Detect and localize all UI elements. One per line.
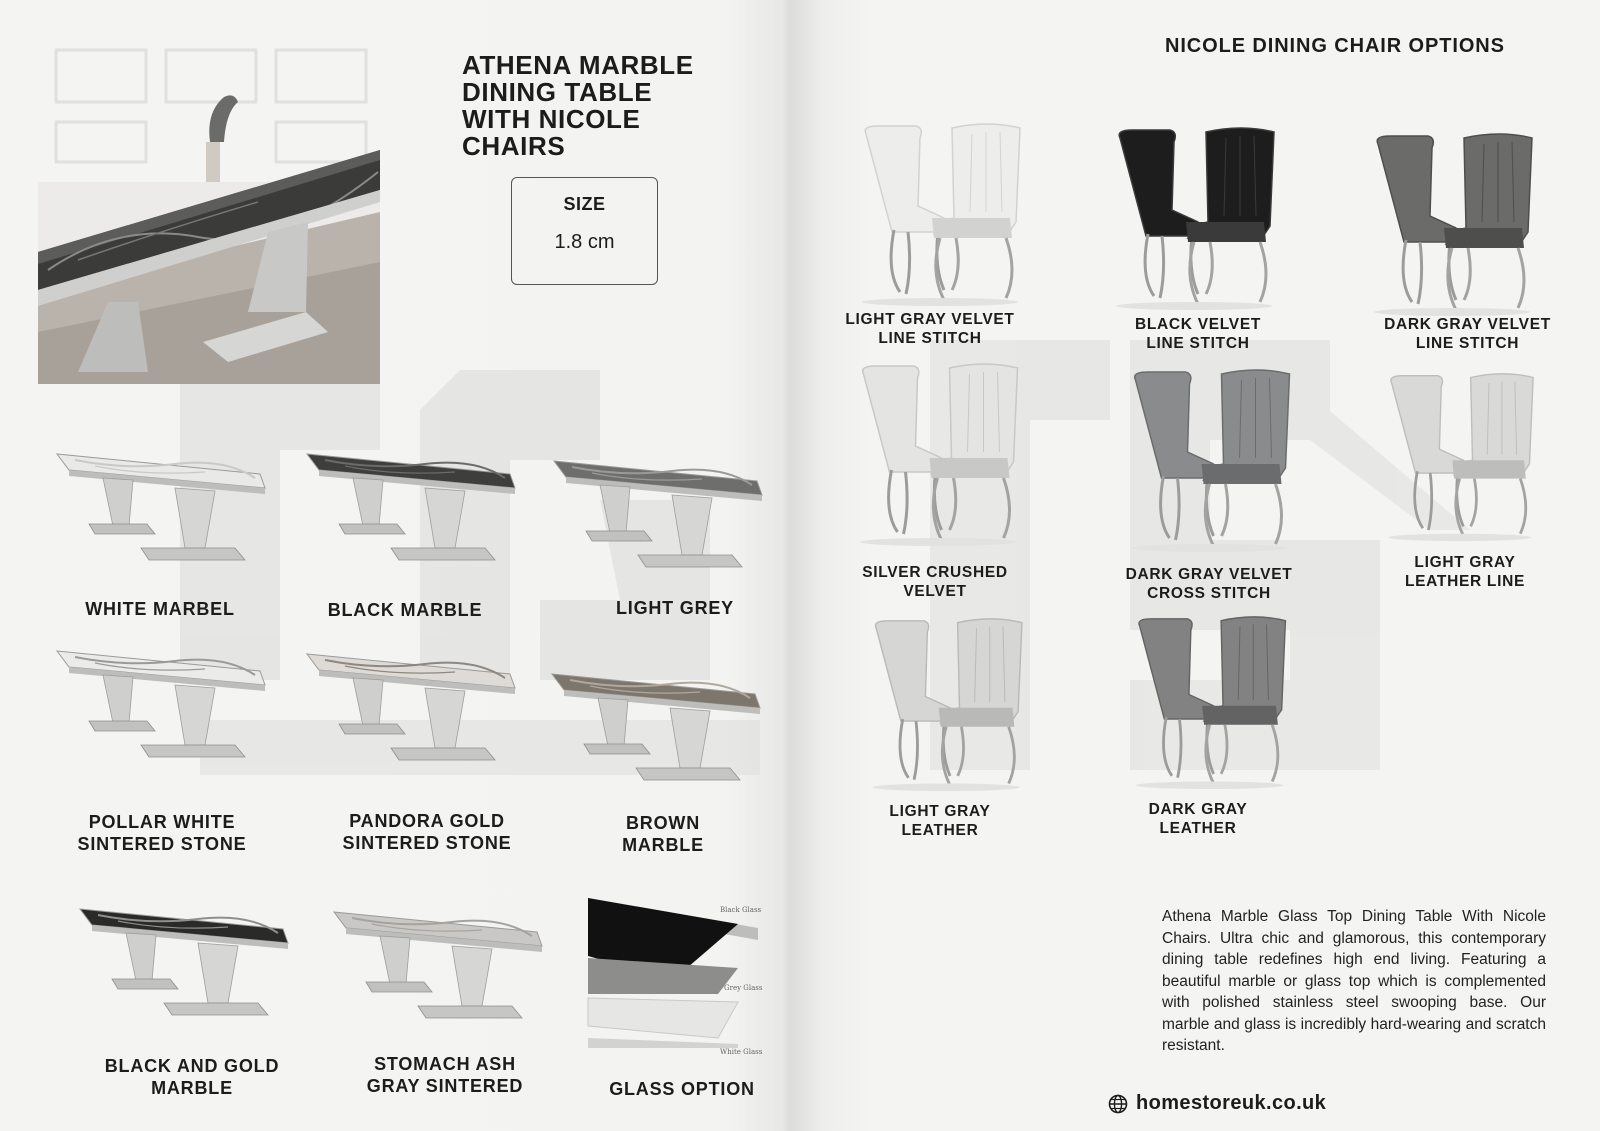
chair-shadow (860, 538, 1016, 546)
table-leg (598, 698, 628, 746)
page-title: ATHENA MARBLE DINING TABLE WITH NICOLE CHAIRS (462, 50, 694, 161)
chair-label: DARK GRAY VELVET CROSS STITCH (1125, 566, 1293, 602)
chair-dark-gray-velvet-cross (1110, 368, 1300, 553)
chair-back-rear (876, 621, 951, 721)
glass-label-grey: Grey Glass (724, 984, 763, 992)
table-base (391, 548, 495, 560)
chair-back-rear (1135, 372, 1214, 478)
finish-table-light-grey (552, 455, 772, 585)
table-base (164, 1003, 268, 1015)
table-base (638, 555, 742, 567)
chair-light-gray-velvet-line (848, 122, 1023, 307)
table-base (141, 745, 245, 757)
chair-back-rear (1139, 619, 1214, 719)
table-leg (103, 675, 133, 723)
table-base (636, 768, 740, 780)
chair-legs-front (1205, 484, 1281, 546)
table-leg (425, 488, 465, 548)
finish-table-stomach-ash (332, 906, 552, 1036)
chair-shadow (862, 298, 1018, 306)
chair-shadow (1132, 544, 1288, 552)
finish-table-black-and-gold (78, 903, 298, 1033)
chair-light-gray-leather (852, 617, 1032, 792)
chair-seat (939, 708, 1015, 727)
chair-shadow (1116, 302, 1272, 310)
chair-back-front (1188, 128, 1274, 238)
chair-label: LIGHT GRAY VELVET LINE STITCH (845, 311, 1015, 347)
chair-seat (1452, 460, 1526, 478)
table-base (418, 1006, 522, 1018)
size-label: SIZE (563, 194, 606, 214)
chair-back-front (934, 124, 1020, 234)
chair-back-front (1204, 370, 1290, 480)
chair-dark-gray-velvet-line (1360, 132, 1535, 317)
product-description: Athena Marble Glass Top Dining Table With Nicole Chairs. Ultra chic and glamorous, this contemporary dining table redefines high end living. Featuring a beautiful marble or glass top which is complemented with polished stainless steel swooping base. Our marble and glass is incredibly hard-wearing and scratch resistant. (1162, 908, 1546, 1054)
chair-shadow (872, 783, 1020, 791)
chair-back-front (1454, 374, 1533, 475)
finish-table-pollar-white (55, 645, 275, 775)
table-base (89, 524, 155, 534)
chair-label: DARK GRAY VELVET LINE STITCH (1384, 316, 1551, 352)
glass-label-white: White Glass (720, 1048, 763, 1056)
chair-label: BLACK VELVET LINE STITCH (1134, 316, 1262, 352)
chair-light-gray-leather-line (1368, 372, 1543, 542)
table-leg (600, 485, 630, 533)
left-page (0, 0, 790, 1131)
chair-legs-front (1448, 248, 1524, 310)
chair-seat (1202, 464, 1282, 484)
chair-shadow (1136, 781, 1284, 789)
table-leg (353, 678, 383, 726)
chair-seat (932, 218, 1012, 238)
table-base (366, 982, 432, 992)
chair-back-front (932, 364, 1018, 474)
table-base (391, 748, 495, 760)
finish-table-pandora-gold (305, 648, 525, 778)
chair-back-front (1446, 134, 1532, 244)
chair-back-rear (863, 366, 942, 472)
table-leg (126, 933, 156, 981)
glass-option-swatches (588, 898, 763, 1056)
table-base (339, 724, 405, 734)
chair-legs-front (1456, 479, 1526, 536)
hero-table-photo (38, 42, 380, 384)
chair-legs-front (1190, 242, 1266, 304)
chair-legs-front (936, 238, 1012, 300)
website[interactable] (1108, 1092, 1326, 1115)
finish-label: GLASS OPTION (609, 1079, 755, 1099)
table-leg (198, 943, 238, 1003)
finish-label: BLACK MARBLE (327, 600, 483, 620)
chair-seat (1444, 228, 1524, 248)
finish-table-black-marble (305, 448, 525, 578)
chair-shadow (1388, 534, 1531, 541)
chair-label: LIGHT GRAY LEATHER (889, 803, 991, 839)
finish-table-brown-marble (550, 668, 770, 798)
table-leg (103, 478, 133, 526)
table-leg (175, 685, 215, 745)
chair-legs-front (933, 478, 1009, 540)
table-base (141, 548, 245, 560)
table-leg (672, 495, 712, 555)
finish-label: PANDORA GOLD SINTERED STONE (342, 811, 512, 853)
chair-label: LIGHT GRAY LEATHER LINE (1404, 554, 1526, 590)
table-leg (670, 708, 710, 768)
chair-back-rear (865, 126, 944, 232)
chair-label: SILVER CRUSHED VELVET (862, 564, 1008, 600)
table-base (339, 524, 405, 534)
table-leg (380, 936, 410, 984)
finish-label: LIGHT GREY (615, 598, 734, 618)
finish-label: POLLAR WHITE SINTERED STONE (77, 812, 247, 854)
table-leg (175, 488, 215, 548)
table-base (586, 531, 652, 541)
size-box (511, 177, 658, 285)
chair-seat (930, 458, 1010, 478)
table-base (112, 979, 178, 989)
table-leg (452, 946, 492, 1006)
chair-label: DARK GRAY LEATHER (1148, 801, 1248, 837)
chair-options-title: NICOLE DINING CHAIR OPTIONS (1165, 35, 1505, 57)
chair-back-rear (1377, 136, 1456, 242)
finish-table-white-marbel (55, 448, 275, 578)
chair-silver-crushed-velvet (838, 362, 1028, 547)
globe-icon (1108, 1094, 1128, 1114)
chair-seat (1186, 222, 1266, 242)
table-base (89, 721, 155, 731)
glass-label-black: Black Glass (720, 906, 762, 914)
chair-legs-front (1206, 725, 1278, 784)
chair-seat (1202, 706, 1278, 725)
chair-back-rear (1119, 130, 1198, 236)
size-value: 1.8 cm (554, 231, 615, 253)
table-leg (425, 688, 465, 748)
chair-back-front (941, 619, 1022, 723)
finish-label: BLACK AND GOLD MARBLE (104, 1056, 280, 1098)
chair-back-front (1204, 617, 1285, 721)
table-base (584, 744, 650, 754)
chair-back-rear (1391, 376, 1463, 473)
chair-legs-front (942, 727, 1014, 786)
finish-label: BROWN MARBLE (622, 813, 704, 855)
finish-label: WHITE MARBEL (85, 599, 235, 619)
table-leg (353, 478, 383, 526)
website-url[interactable]: homestoreuk.co.uk (1136, 1092, 1327, 1114)
chair-dark-gray-leather (1108, 615, 1303, 790)
chair-black-velvet-line (1102, 126, 1277, 311)
finish-label: STOMACH ASH GRAY SINTERED (366, 1054, 524, 1096)
